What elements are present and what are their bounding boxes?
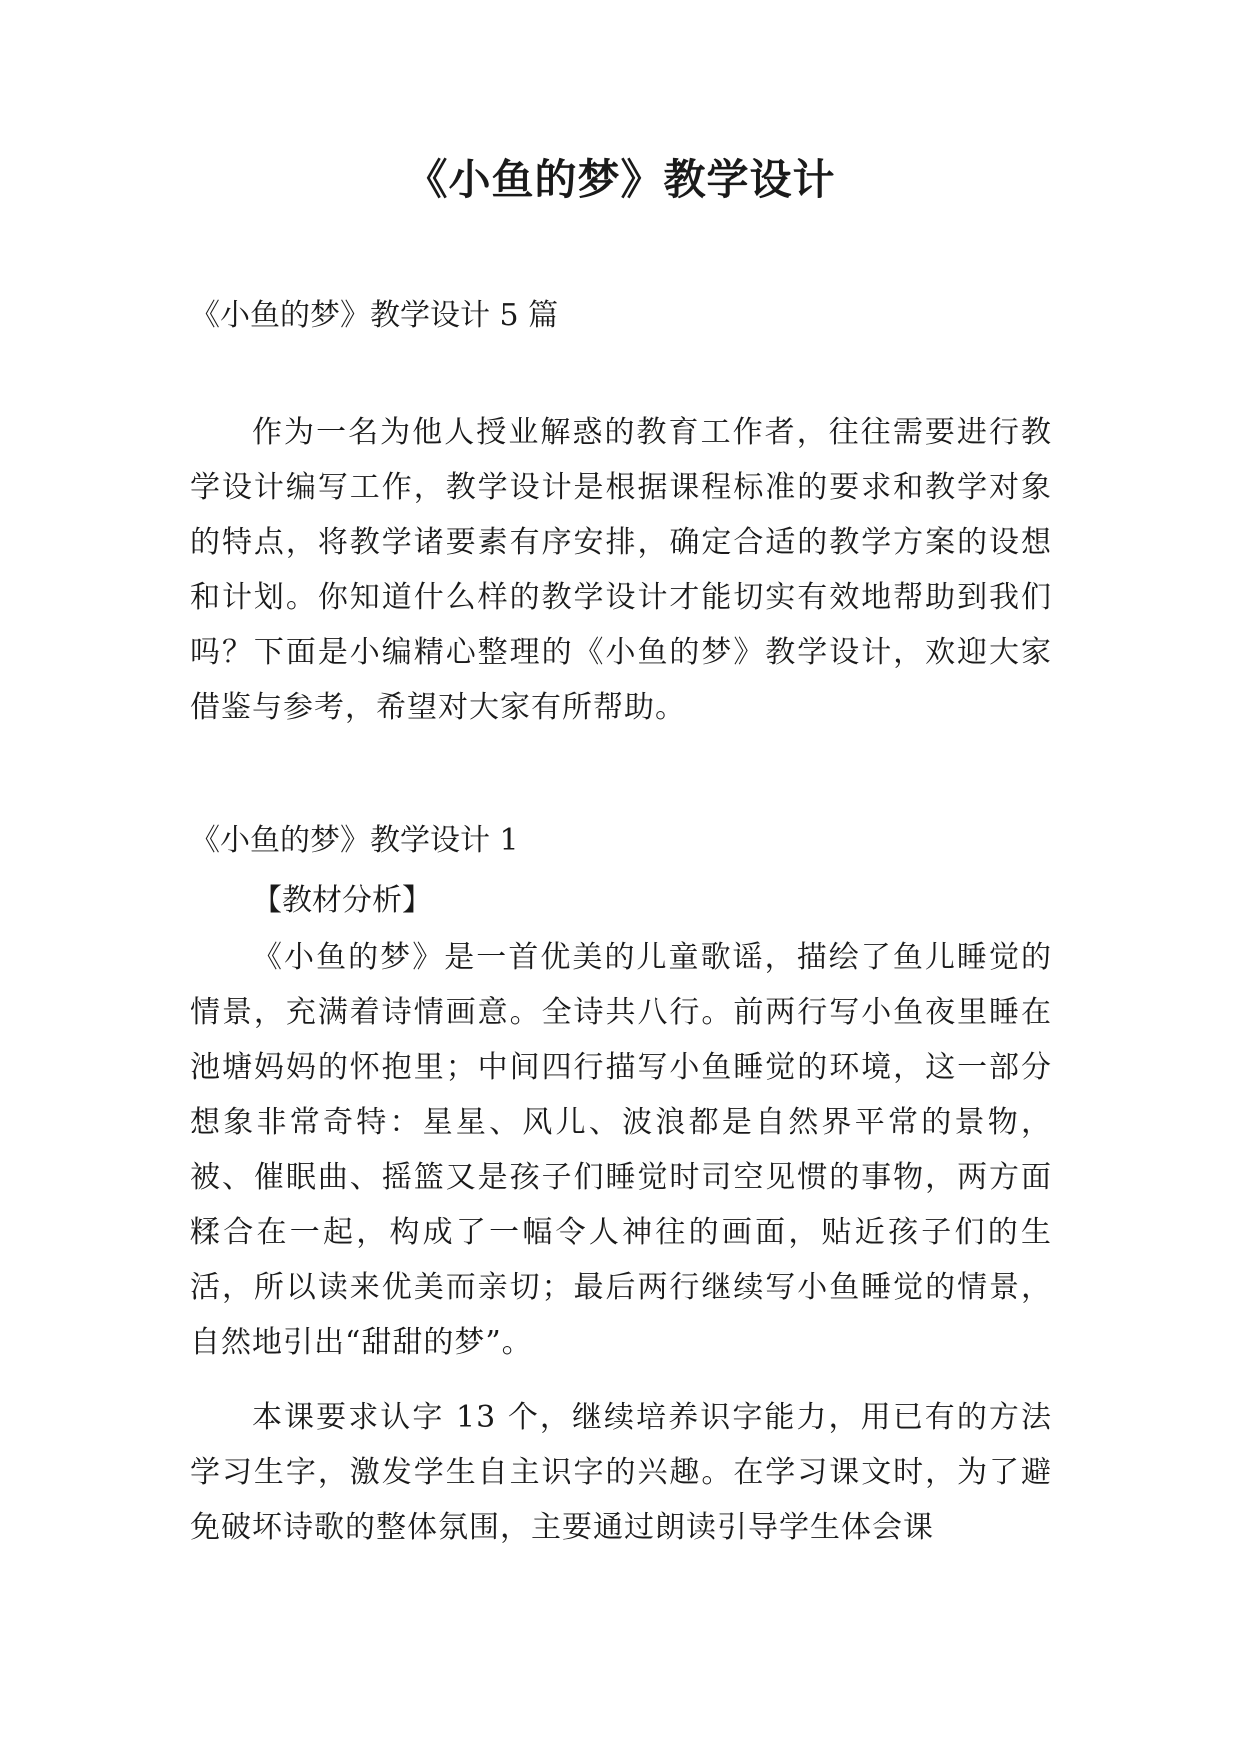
body-paragraph: 《小鱼的梦》是一首优美的儿童歌谣，描绘了鱼儿睡觉的情景，充满着诗情画意。全诗共八行。前两行写小鱼夜里睡在池塘妈妈的怀抱里；中间四行描写小鱼睡觉的环境，这一部分想象非常奇特：星星、风儿、波浪都是自然界平常的景物，被、催眠曲、摇篮又是孩子们睡觉时司空见惯的事物，两方面糅合在一起，构成了一幅令人神往的画面，贴近孩子们的生活，所以读来优美而亲切；最后两行继续写小鱼睡觉的情景，自然地引出“甜甜的梦”。 bbox=[190, 940, 1052, 1360]
body-paragraph: 本课要求认字 13 个，继续培养识字能力，用已有的方法学习生字，激发学生自主识字的兴趣。在学习课文时，为了避免破坏诗歌的整体氛围，主要通过朗读引导学生体会课 bbox=[190, 1400, 1052, 1545]
section-label: 【教材分析】 bbox=[252, 883, 432, 918]
section-title: 《小鱼的梦》教学设计 1 bbox=[190, 823, 519, 858]
document-subtitle: 《小鱼的梦》教学设计 5 篇 bbox=[190, 298, 559, 333]
intro-paragraph: 作为一名为他人授业解惑的教育工作者，往往需要进行教学设计编写工作，教学设计是根据课程标准的要求和教学对象的特点，将教学诸要素有序安排，确定合适的教学方案的设想和计划。你知道什么样的教学设计才能切实有效地帮助到我们吗？下面是小编精心整理的《小鱼的梦》教学设计，欢迎大家借鉴与参考，希望对大家有所帮助。 bbox=[190, 415, 1052, 725]
document-title: 《小鱼的梦》教学设计 bbox=[405, 155, 836, 204]
